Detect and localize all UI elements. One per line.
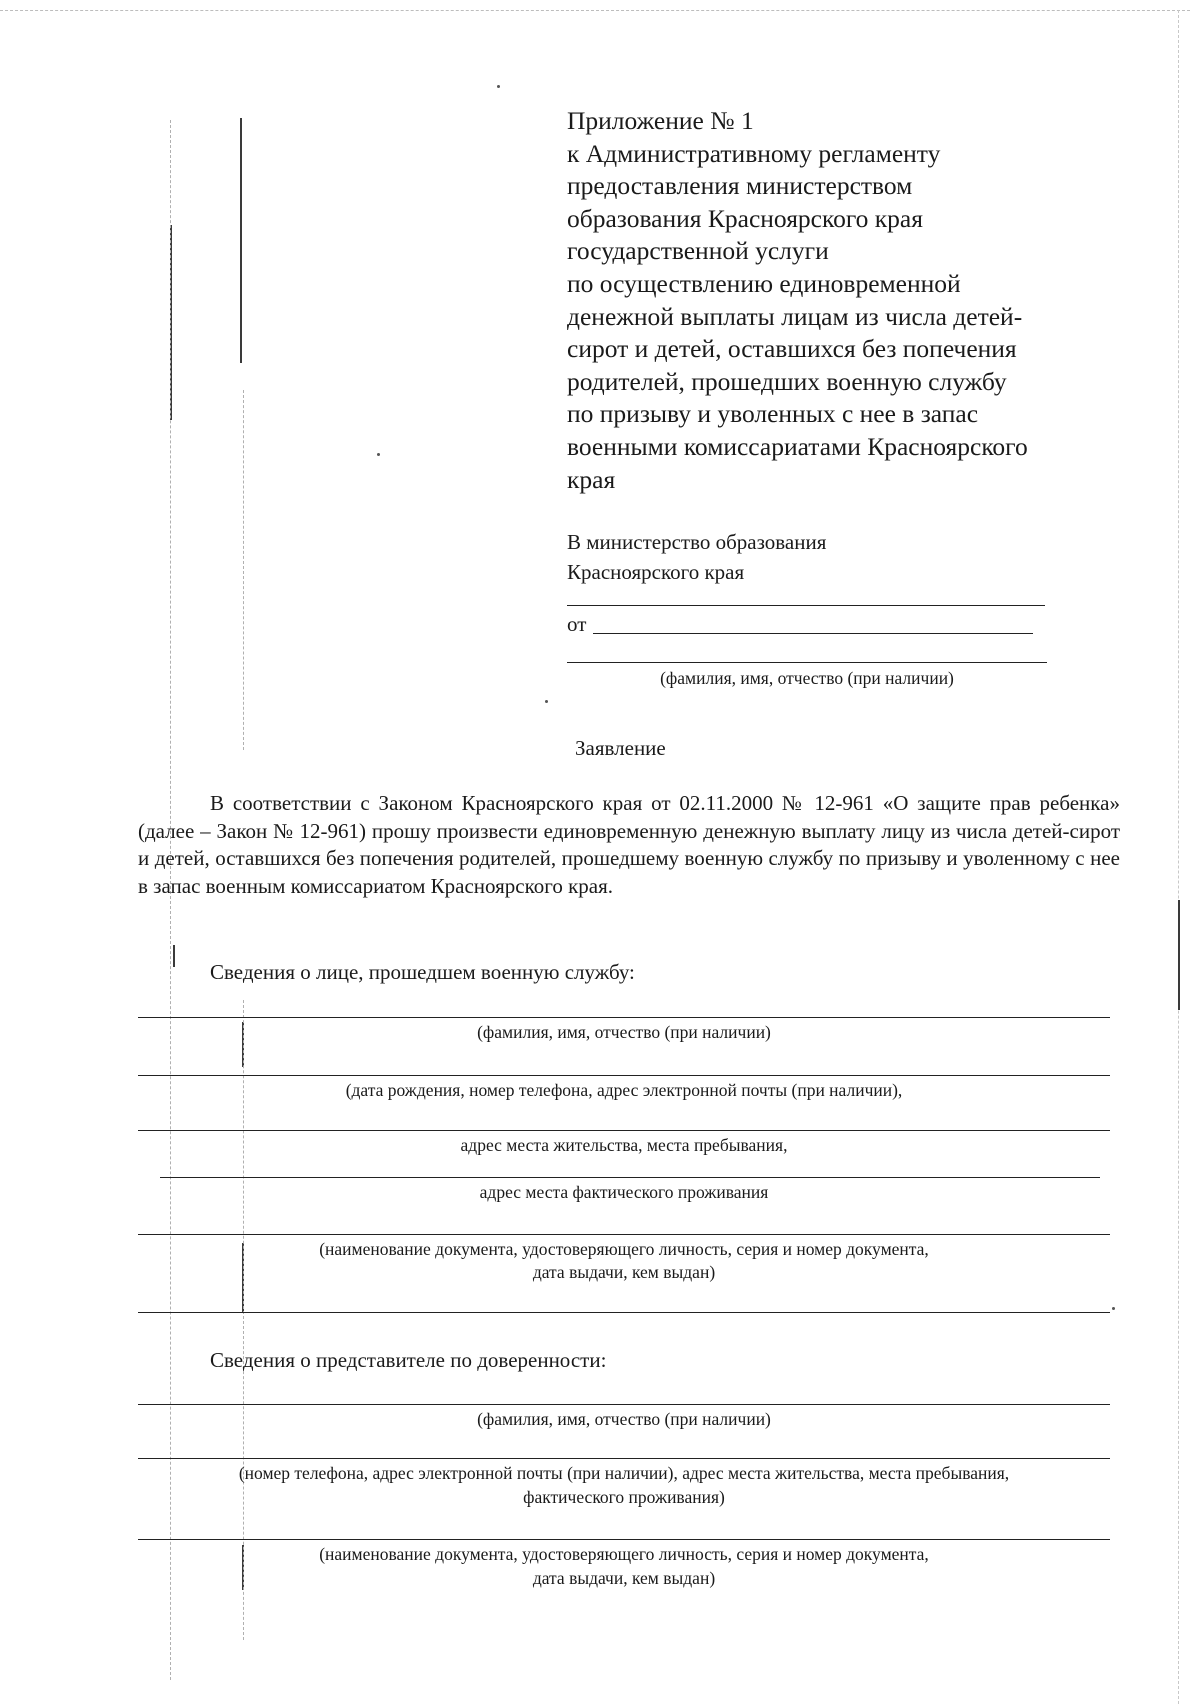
document-title: Заявление [575,736,666,760]
person-caption-actual-address: адрес места фактического проживания [479,1182,769,1202]
appendix-line: родителей, прошедших военную службу [567,366,1007,396]
representative-caption-id-issued: дата выдачи, кем выдан) [532,1568,716,1588]
scan-mark [240,118,242,363]
appendix-line: предоставления министерством [567,171,913,201]
addressee-blank-line[interactable] [567,605,1045,606]
applicant-name-field-2[interactable] [567,662,1047,663]
appendix-line: образования Красноярского края [567,203,923,233]
appendix-line: сирот и детей, оставшихся без попечения [567,334,1017,364]
representative-contact-field[interactable] [138,1458,1110,1459]
person-caption-fullname: (фамилия, имя, отчество (при наличии) [477,1022,771,1042]
scan-edge-right [1178,10,1179,1704]
person-section-heading: Сведения о лице, прошедшем военную службу: [210,960,635,984]
appendix-line: денежной выплаты лицам из числа детей- [567,301,1023,331]
person-fullname-field[interactable] [138,1017,1110,1018]
representative-fullname-field[interactable] [138,1404,1110,1405]
person-caption-birth-contact: (дата рождения, номер телефона, адрес электронной почты (при наличии), [345,1080,903,1100]
addressee-line: Красноярского края [567,560,745,584]
person-residence-field[interactable] [138,1130,1110,1131]
appendix-line: по призыву и уволенных с нее в запас [567,399,979,429]
scan-mark [1178,900,1180,1010]
scan-mark [170,120,171,1680]
person-id-document-field-2[interactable] [138,1312,1110,1313]
representative-caption-fullname: (фамилия, имя, отчество (при наличии) [477,1409,771,1429]
appendix-line: военными комиссариатами Красноярского [567,431,1028,461]
applicant-caption: (фамилия, имя, отчество (при наличии) [660,668,954,688]
scan-dot [377,453,380,456]
person-caption-id-document: (наименование документа, удостоверяющего личность, серия и номер документа, [319,1239,929,1259]
scan-edge-top [0,10,1190,11]
appendix-line: края [567,464,616,494]
representative-section-heading: Сведения о представителе по доверенности: [210,1348,607,1372]
scan-dot [497,85,500,88]
request-paragraph [138,790,1120,900]
person-caption-residence: адрес места жительства, места пребывания, [460,1135,788,1155]
representative-caption-contact: (номер телефона, адрес электронной почты (при наличии), адрес места жительства, места пребывания, [238,1463,1010,1483]
scan-dot [545,700,548,703]
applicant-name-field[interactable] [593,633,1033,634]
appendix-line: государственной услуги [567,236,829,266]
representative-caption-id-document: (наименование документа, удостоверяющего личность, серия и номер документа, [319,1544,929,1564]
person-actual-address-field[interactable] [160,1177,1100,1178]
appendix-line: к Административному регламенту [567,138,941,168]
scan-dot [1112,1307,1115,1310]
addressee-block [567,527,826,587]
addressee-line: В министерство образования [567,530,827,554]
appendix-note [567,105,1127,496]
person-caption-id-issued: дата выдачи, кем выдан) [532,1262,716,1282]
person-id-document-field[interactable] [138,1234,1110,1235]
appendix-line: по осуществлению единовременной [567,268,961,298]
scan-mark [243,390,244,750]
appendix-line: Приложение № 1 [567,106,754,135]
request-text: В соответствии с Законом Красноярского края от 02.11.2000 № 12-961 «О защите прав ребенка» (далее – Закон № 12-961) прошу произвести единовременную денежную выплату лицу из числа детей-сирот и детей, оставшихся без попечения родителей, прошедшему военную службу по призыву и уволенному с нее в запас военным комиссариатом Красноярского края. [138,791,1120,898]
representative-caption-actual-address: фактического проживания) [523,1487,725,1507]
person-birth-contact-field[interactable] [138,1075,1110,1076]
representative-id-document-field[interactable] [138,1539,1110,1540]
from-label: от [567,612,587,636]
scan-mark [173,945,175,967]
